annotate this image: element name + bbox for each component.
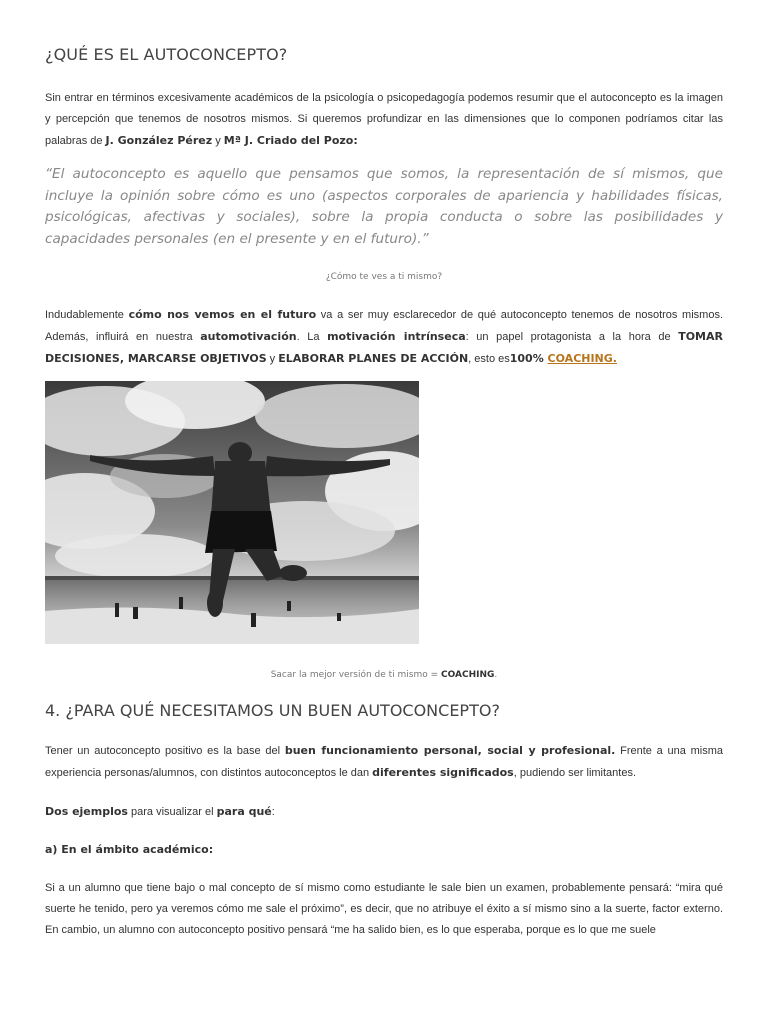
text: va a ser muy esclarecedor de qué autoconcepto tenemos de nosotros mismos. Además, influirá en nuestra (45, 309, 724, 343)
section-heading: 4. ¿PARA QUÉ NECESITAMOS UN BUEN AUTOCONCEPTO? (45, 701, 500, 720)
text: Frente a una misma experiencia personas/alumnos, con distintos autoconceptos le dan (45, 745, 723, 779)
author-name: J. González Pérez (105, 134, 213, 147)
bold-text: buen funcionamiento personal, social y profesional. (284, 744, 616, 757)
text: Indudablemente (45, 309, 129, 321)
text: . La (296, 331, 328, 343)
bold-text: Dos ejemplos (45, 805, 128, 818)
text: : (271, 806, 275, 818)
bold-text: motivación intrínseca (327, 330, 466, 343)
image-caption: ¿Cómo te ves a ti mismo? (325, 272, 443, 282)
bold-text: ELABORAR PLANES DE ACCIÓN (278, 352, 469, 365)
bold-text: diferentes significados (372, 766, 514, 779)
coaching-link[interactable]: COACHING. (547, 352, 617, 365)
jumping-man-photo (45, 381, 419, 644)
caption-end: . (494, 670, 498, 680)
text: , pudiendo ser limitantes. (513, 767, 637, 779)
bold-text: 100% (509, 352, 548, 365)
quote-block: “El autoconcepto es aquello que pensamos que somos, la representación de sí mismos, que incluye la opinión sobre cómo es uno (aspectos corporales de apariencia y habilidades físicas, psicológicas, afectivas y sociales), sobre la propia conducta o sobre las posibilidades y capacidades personales (en el presente y en el futuro).” (45, 166, 723, 247)
author-name: Mª J. Criado del Pozo: (223, 134, 358, 147)
bold-text: automotivación (200, 330, 297, 343)
text: para visualizar el (127, 806, 217, 818)
autoconcept-paragraph (45, 740, 723, 784)
photo-illustration (45, 381, 419, 644)
text: : un papel protagonista a la hora de (465, 331, 679, 343)
text: , esto es (468, 353, 510, 365)
subheading-academic (45, 839, 213, 861)
intro-text: Sin entrar en términos excesivamente académicos de la psicología o psicopedagogía podemos resumir que el autoconcepto es la imagen y percepción que tenemos de nosotros mismos. Si queremos profundizar en las dimensiones que lo componen podríamos citar las palabras de (45, 92, 723, 147)
examples-paragraph (45, 801, 275, 823)
bold-text: para qué (216, 805, 272, 818)
subheading-text: a) En el ámbito académico: (45, 843, 214, 856)
academic-paragraph: Si a un alumno que tiene bajo o mal concepto de sí mismo como estudiante le sale bien un examen, probablemente pensará: “mira qué suerte he tenido, pero ya veremos cómo me sale el próximo”, es decir, que no atribuye el éxito a sí mismo sino a la suerte, factor externo. En cambio, un alumno con autoconcepto positivo pensará “me ha salido bien, es lo que esperaba, porque es lo que me suele (45, 882, 723, 936)
caption-bold: COACHING (441, 670, 495, 680)
bold-text: cómo nos vemos en el futuro (128, 308, 317, 321)
page-title: ¿QUÉ ES EL AUTOCONCEPTO? (45, 45, 288, 64)
bold-text: TOMAR DECISIONES, MARCARSE OBJETIVOS (45, 330, 723, 365)
text: y (266, 353, 279, 365)
image-caption (45, 670, 723, 680)
caption-text: Sacar la mejor versión de ti mismo = (270, 670, 442, 680)
intro-paragraph (45, 88, 723, 152)
conjunction: y (212, 135, 224, 147)
text: Tener un autoconcepto positivo es la base del (45, 745, 285, 757)
coaching-paragraph (45, 304, 723, 370)
